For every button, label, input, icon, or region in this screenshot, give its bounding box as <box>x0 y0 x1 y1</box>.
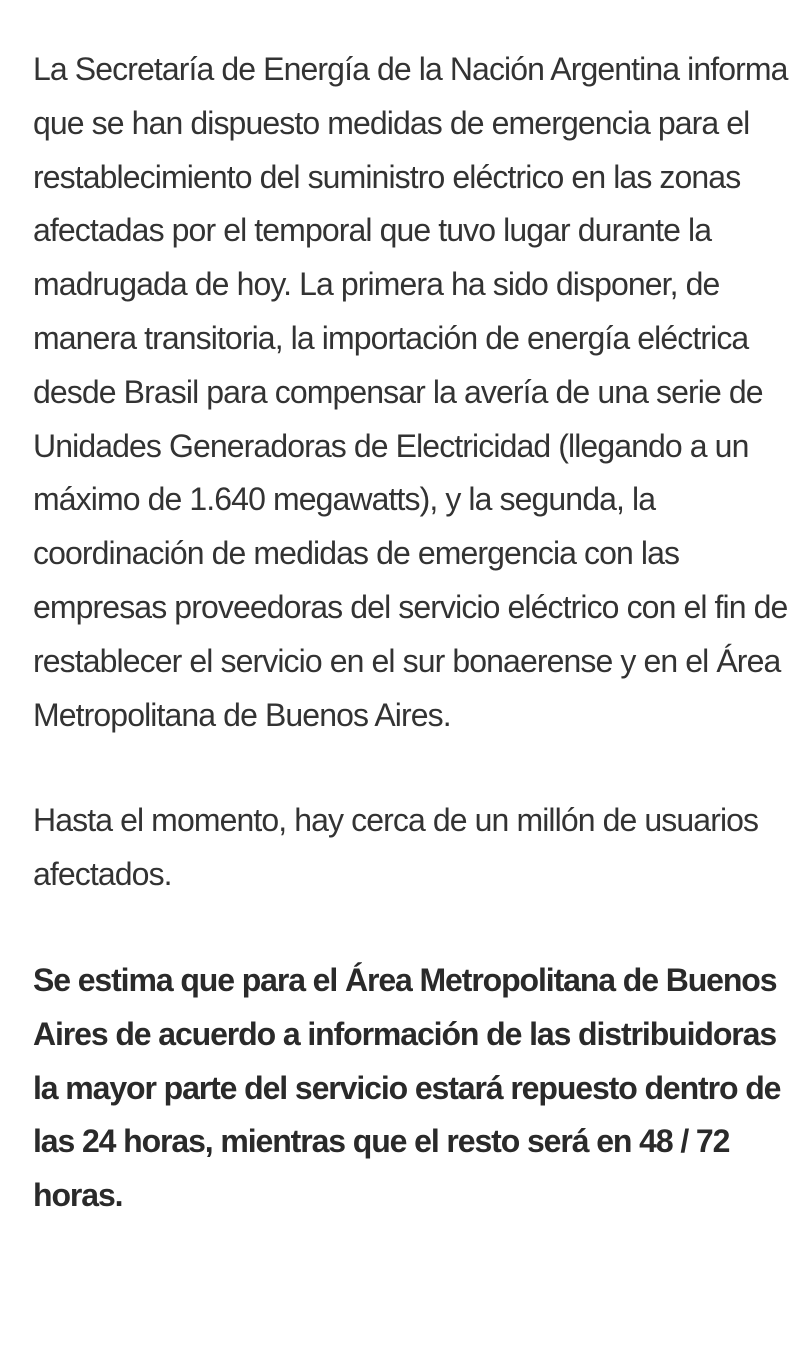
paragraph-energy-measures: La Secretaría de Energía de la Nación Argentina informa que se han dispuesto medidas de emergencia para el restablecimiento del suministro eléctrico en las zonas afectadas por el temporal que tuvo lugar durante la madrugada de hoy. La primera ha sido disponer, de manera transitoria, la importación de energía eléctrica desde Brasil para compensar la avería de una serie de Unidades Generadoras de Electricidad (llegando a un máximo de 1.640 megawatts), y la segunda, la coordinación de medidas de emergencia con las empresas proveedoras del servicio eléctrico con el fin de restablecer el servicio en el sur bonaerense y en el Área Metropolitana de Buenos Aires. <box>33 51 788 733</box>
article-body <box>33 43 793 1275</box>
paragraph-affected-users: Hasta el momento, hay cerca de un millón de usuarios afectados. <box>33 802 759 893</box>
paragraph-restoration-estimate: Se estima que para el Área Metropolitana de Buenos Aires de acuerdo a información de las distribuidoras la mayor parte del servicio estará repuesto dentro de las 24 horas, mientras que el resto será en 48 / 72 horas. <box>33 961 781 1214</box>
